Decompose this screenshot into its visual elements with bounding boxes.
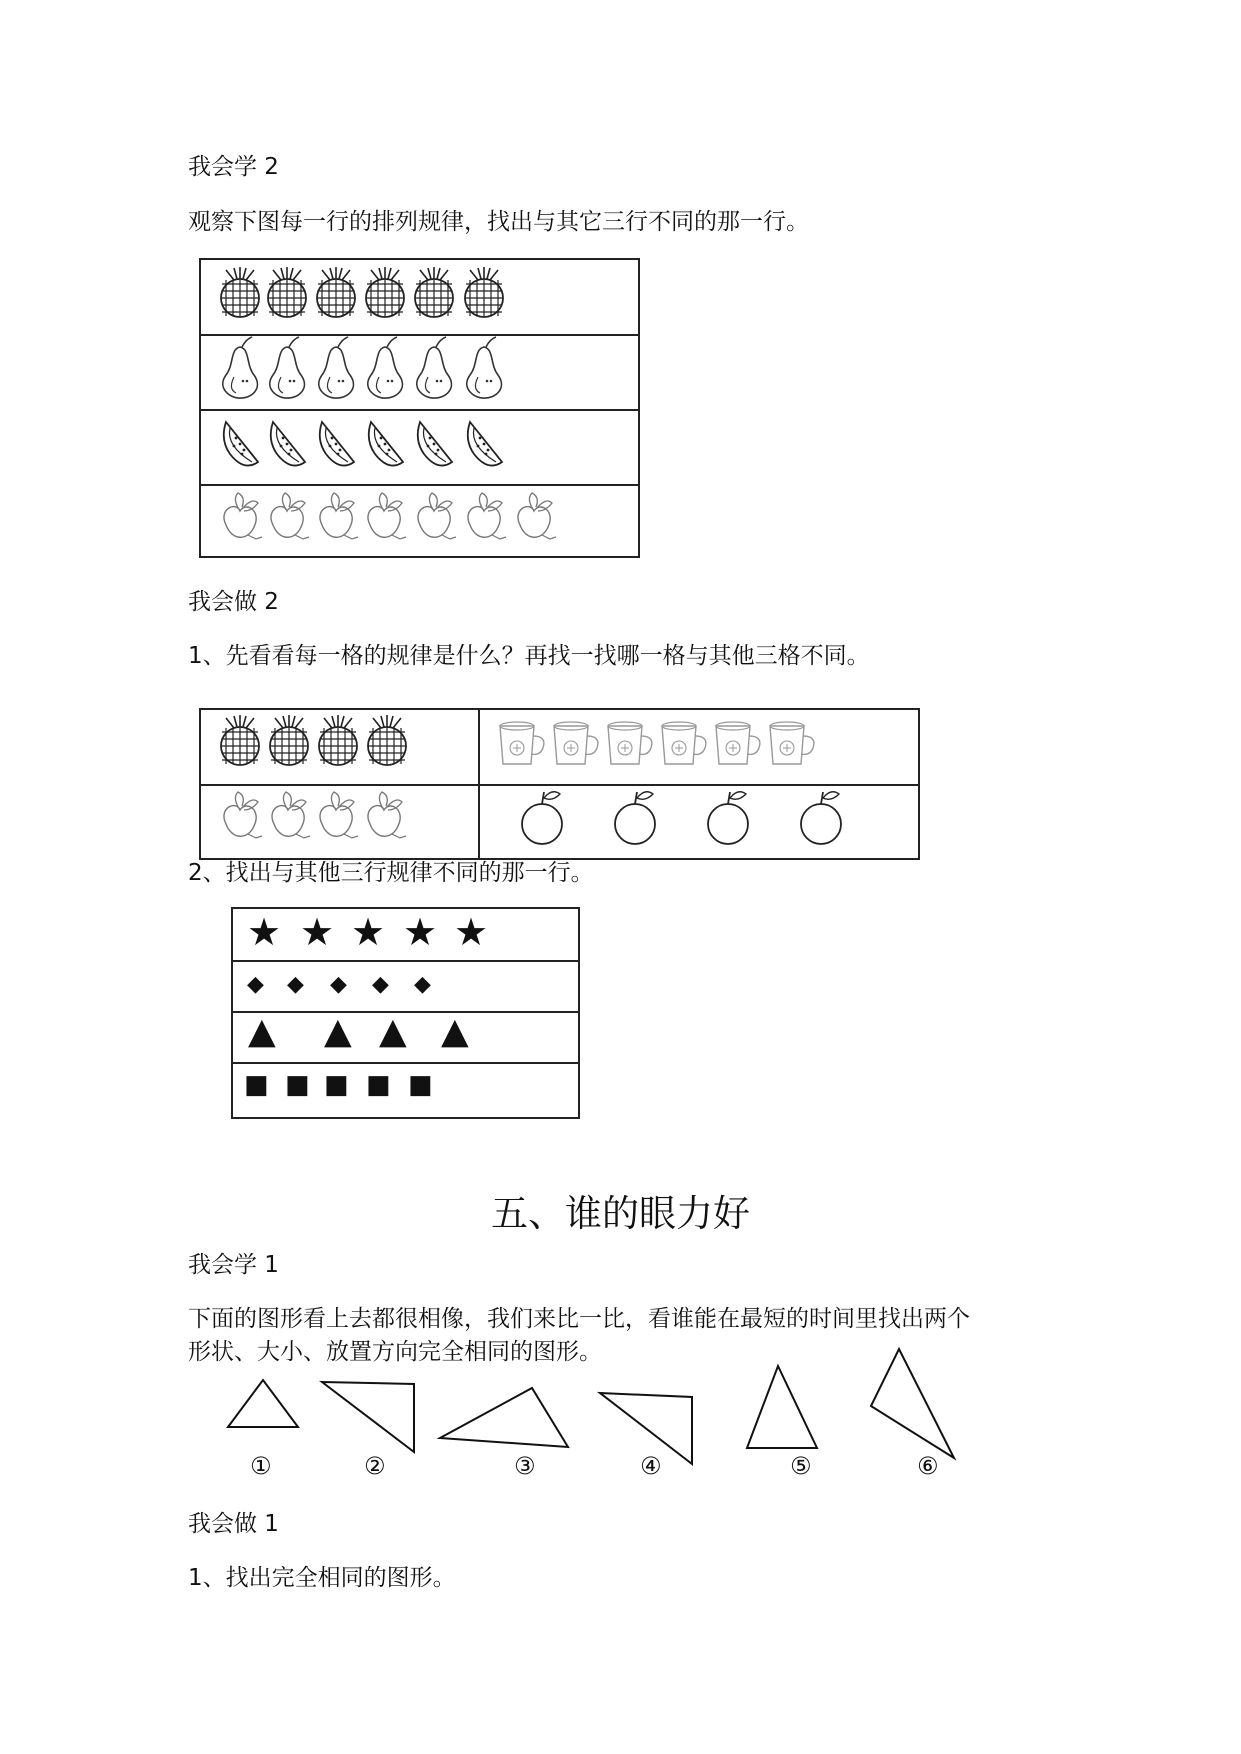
shape-symbol: ■ [285, 1070, 310, 1100]
shape-symbol: ◆ [247, 972, 264, 997]
heading-do-1: 我会做 1 [188, 1511, 279, 1537]
triangle-label-6: ⑥ [917, 1452, 939, 1480]
triangle-6 [871, 1349, 954, 1458]
heading-learn-2: 我会学 2 [188, 154, 279, 180]
question-do-2-1: 1、先看看每一格的规律是什么？再找一找哪一格与其他三格不同。 [188, 643, 870, 669]
triangle-1 [228, 1380, 298, 1427]
shape-symbol: ★ [300, 910, 335, 954]
heading-learn-1: 我会学 1 [188, 1252, 279, 1278]
learn-1-text-line2: 形状、大小、放置方向完全相同的图形。 [188, 1339, 602, 1365]
question-do-2-2: 2、找出与其他三行规律不同的那一行。 [188, 860, 594, 886]
triangle-label-1: ① [250, 1452, 272, 1480]
shape-symbol: ▲ [441, 1011, 469, 1052]
triangle-5 [747, 1366, 817, 1448]
shape-symbol: ■ [366, 1070, 391, 1100]
triangle-label-2: ② [364, 1452, 386, 1480]
shape-symbol: ■ [408, 1070, 433, 1100]
shape-symbol: ★ [403, 910, 438, 954]
triangle-2 [322, 1382, 414, 1452]
shape-symbol: ◆ [372, 972, 389, 997]
shape-symbol: ▲ [324, 1011, 352, 1052]
shape-symbol: ◆ [287, 972, 304, 997]
question-learn-2: 观察下图每一行的排列规律，找出与其它三行不同的那一行。 [188, 209, 809, 235]
triangle-3 [440, 1388, 568, 1447]
heading-do-2: 我会做 2 [188, 589, 279, 615]
shape-symbol: ★ [351, 910, 386, 954]
shape-symbol: ★ [454, 910, 489, 954]
shape-symbol: ▲ [379, 1011, 407, 1052]
shape-symbol: ★ [247, 910, 282, 954]
section-title: 五、谁的眼力好 [491, 1192, 750, 1235]
shape-symbol: ◆ [414, 972, 431, 997]
shape-symbol: ◆ [330, 972, 347, 997]
triangle-label-5: ⑤ [790, 1452, 812, 1480]
triangle-label-4: ④ [640, 1452, 662, 1480]
shape-symbol: ■ [244, 1070, 269, 1100]
shape-symbol: ▲ [248, 1011, 276, 1052]
question-do-1-1: 1、找出完全相同的图形。 [188, 1565, 456, 1591]
shape-symbol: ■ [324, 1070, 349, 1100]
learn-1-text-line1: 下面的图形看上去都很相像，我们来比一比，看谁能在最短的时间里找出两个 [188, 1306, 970, 1332]
triangle-label-3: ③ [514, 1452, 536, 1480]
